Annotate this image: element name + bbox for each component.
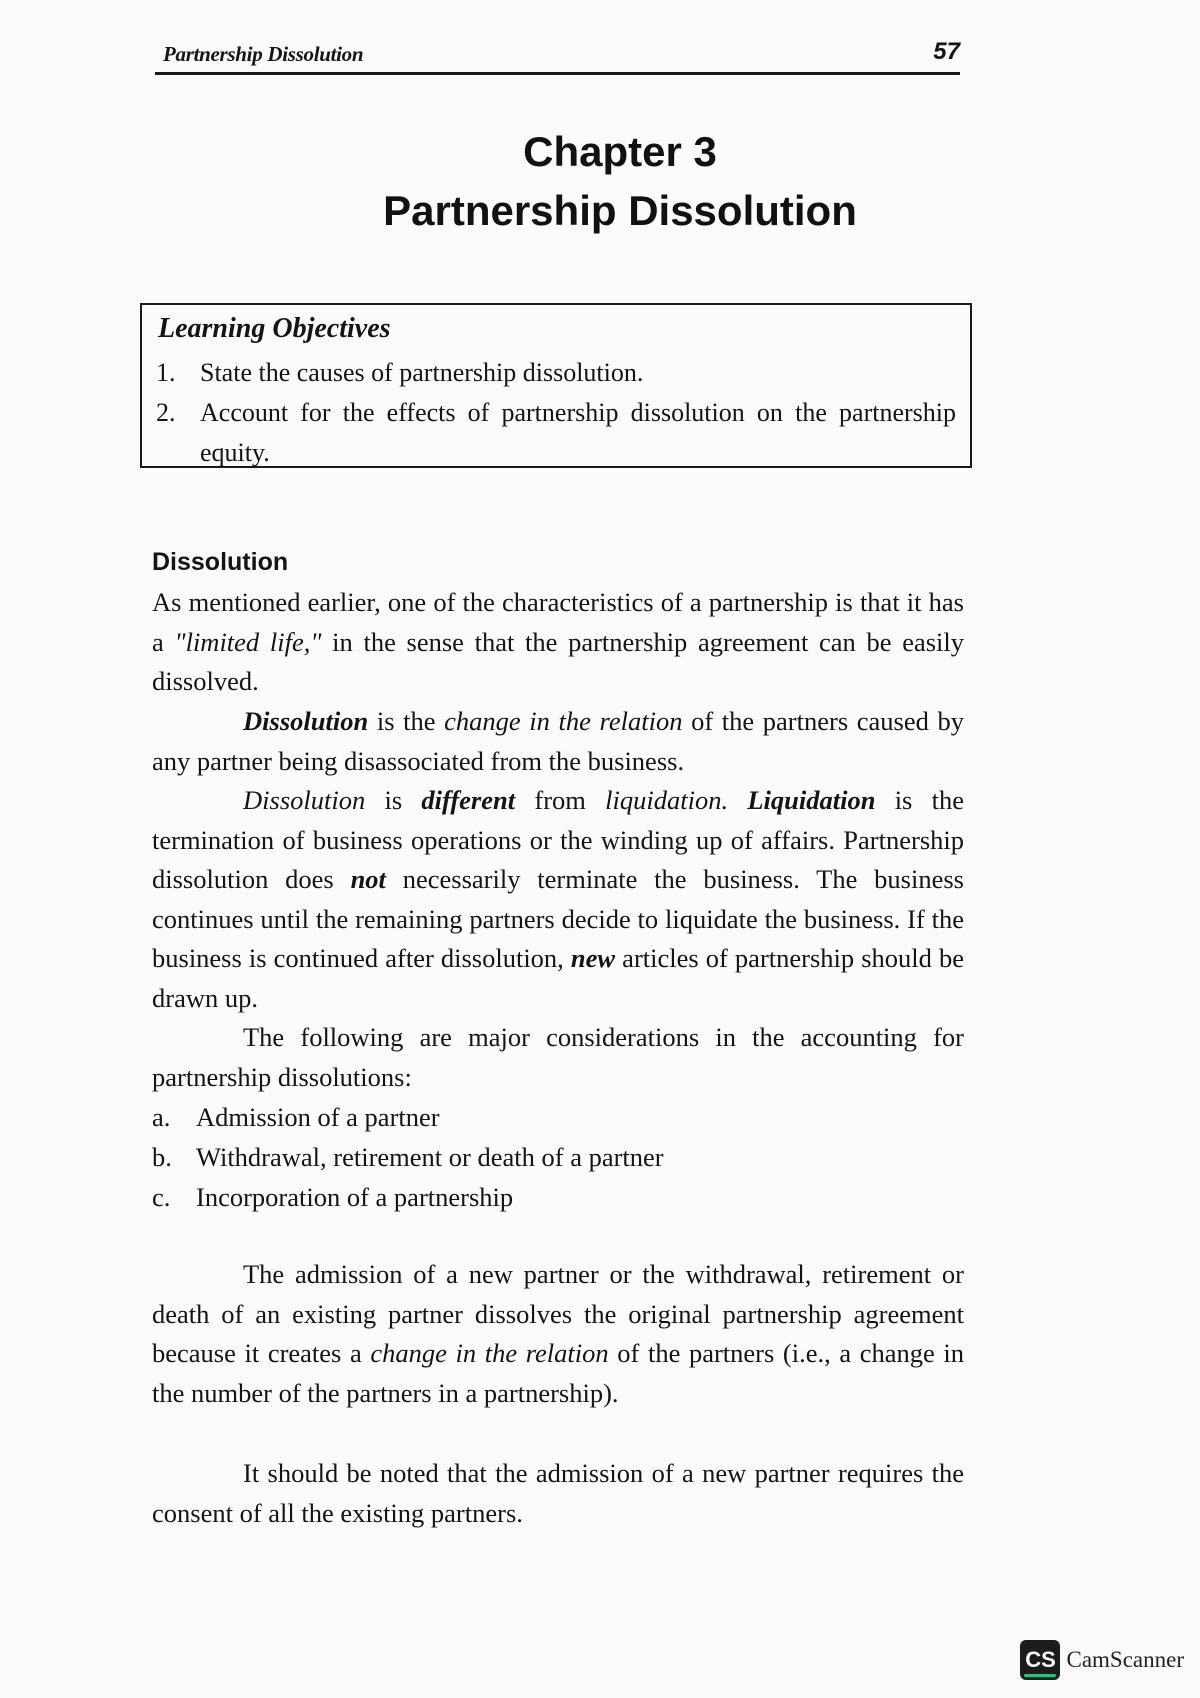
emphasis: liquidation. <box>605 785 729 815</box>
objective-number: 1. <box>156 358 176 387</box>
term: Dissolution <box>243 706 369 736</box>
text-run: of the partners (i.e., a change in the number of the partners in a partnership). <box>152 1338 964 1408</box>
running-title: Partnership Dissolution <box>163 42 364 66</box>
text-run: in the sense that the partnership agreement can be easily dissolved. <box>152 626 965 696</box>
emphasis: change in the relation <box>370 1338 609 1368</box>
list-marker: a. <box>152 1102 171 1132</box>
objective-text: State the causes of partnership dissolution. <box>200 358 644 387</box>
paragraph: It should be noted that the admission of a new partner requires the consent of all the existing partners. <box>152 1458 964 1528</box>
paragraph <box>152 1255 964 1413</box>
list-item-text: Withdrawal, retirement or death of a partner <box>196 1142 664 1172</box>
objective-item <box>156 353 956 393</box>
emphasis: "limited life," <box>174 626 322 657</box>
list-item-text: Admission of a partner <box>196 1102 440 1132</box>
term: new <box>570 943 616 973</box>
learning-objectives-box <box>140 303 972 468</box>
running-header <box>155 38 960 75</box>
list-item <box>152 1177 964 1217</box>
list-item <box>152 1137 964 1177</box>
text-run: articles of partnership should be drawn up. <box>152 943 964 1013</box>
list-item <box>152 1097 964 1137</box>
text-run <box>728 785 747 815</box>
objective-item <box>156 393 956 473</box>
text-run: from <box>515 785 606 815</box>
chapter-title: Partnership Dissolution <box>383 187 857 234</box>
list-item-text: Incorporation of a partnership <box>196 1182 514 1212</box>
text-run: of the partners caused by any partner being disassociated from the business. <box>152 706 964 776</box>
learning-objectives-heading: Learning Objectives <box>158 313 391 344</box>
considerations-list <box>152 1097 964 1217</box>
page-number: 57 <box>933 38 960 65</box>
camscanner-text: CamScanner <box>1066 1647 1184 1672</box>
paragraph <box>152 702 964 781</box>
emphasis: Dissolution <box>243 785 366 815</box>
list-marker: b. <box>152 1142 172 1172</box>
text-run: is the termination of business operations or the winding up of affairs. Partnership dissolution does <box>152 785 964 894</box>
paragraph: The following are major considerations in the accounting for partnership dissolutions: <box>152 1022 964 1092</box>
term: not <box>350 864 386 894</box>
emphasis: change in the relation <box>444 706 683 736</box>
paragraph <box>152 583 964 702</box>
chapter-number: Chapter 3 <box>523 128 717 175</box>
text-run: As mentioned earlier, one of the characteristics of a partnership is that it has a <box>152 587 964 657</box>
text-run: The admission of a new partner or the withdrawal, retirement or death of an existing partner dissolves the original partnership agreement because it creates a <box>152 1259 964 1368</box>
text-run: necessarily terminate the business. The business continues until the remaining partners decide to liquidate the business. If the business is continued after dissolution, <box>152 864 964 973</box>
term: different <box>421 785 516 815</box>
text-run: is <box>365 785 422 815</box>
list-marker: c. <box>152 1182 171 1212</box>
term: Liquidation <box>747 785 876 815</box>
paragraph <box>152 781 964 1018</box>
objective-text: Account for the effects of partnership dissolution on the partnership equity. <box>200 398 956 467</box>
camscanner-watermark <box>1020 1640 1184 1680</box>
camscanner-logo-icon: CS <box>1020 1640 1060 1680</box>
objective-number: 2. <box>156 398 176 427</box>
text-run: is the <box>368 706 445 736</box>
section-heading: Dissolution <box>152 548 289 576</box>
